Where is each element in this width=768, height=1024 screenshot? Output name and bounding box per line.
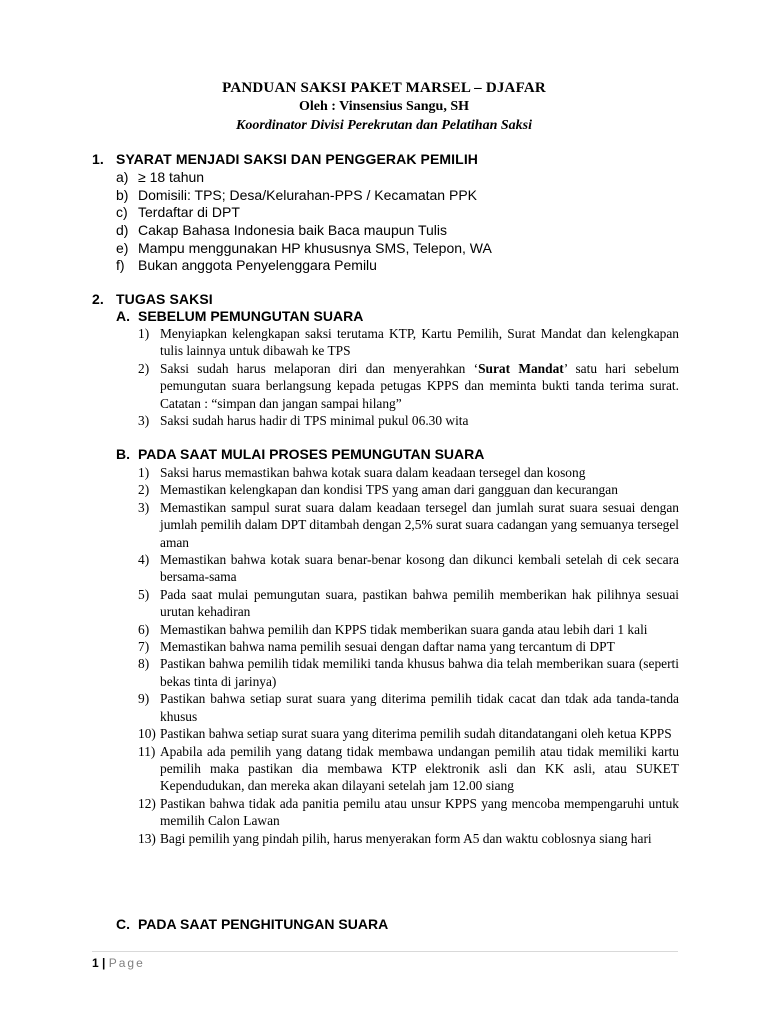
subsection-b-list — [138, 464, 679, 847]
list-item: 10) Pastikan bahwa setiap surat suara yang diterima pemilih sudah ditandatangani oleh ketua KPPS — [138, 726, 672, 742]
list-item: 5) Pada saat mulai pemungutan suara, pastikan bahwa pemilih memberikan hak pilihnya sesuai urutan kehadiran — [138, 586, 679, 620]
list-item: c) Terdaftar di DPT — [116, 204, 240, 221]
list-item: 6) Memastikan bahwa pemilih dan KPPS tidak memberikan suara ganda atau lebih dari 1 kali — [138, 621, 648, 637]
document-subtitle: Koordinator Divisi Perekrutan dan Pelatihan Saksi — [236, 118, 532, 133]
list-item: d) Cakap Bahasa Indonesia baik Baca maupun Tulis — [116, 222, 447, 239]
footer-divider — [92, 951, 678, 952]
section-2-heading — [92, 291, 213, 307]
section-1-heading — [92, 151, 478, 167]
list-item: 13) Bagi pemilih yang pindah pilih, harus menyerakan form A5 dan waktu coblosnya siang hari — [138, 830, 652, 846]
document-title: PANDUAN SAKSI PAKET MARSEL – DJAFAR — [222, 80, 546, 96]
list-item: 2) Saksi sudah harus melaporan diri dan menyerahkan ‘Surat Mandat’ satu hari sebelum pemungutan suara berlangsung kepada petugas KPPS dan meminta bukti tanda terima surat. Catatan : “simpan dan jangan sampai hilang” — [138, 360, 679, 411]
subsection-b-heading: B. PADA SAAT MULAI PROSES PEMUNGUTAN SUARA — [116, 446, 485, 462]
section-2-title: TUGAS SAKSI — [116, 291, 213, 307]
list-item: 4) Memastikan bahwa kotak suara benar-benar kosong dan dikunci kembali setelah di cek secara bersama-sama — [138, 552, 679, 585]
subsection-c-heading: C. PADA SAAT PENGHITUNGAN SUARA — [116, 916, 389, 932]
page-footer — [92, 956, 145, 970]
surat-mandat-emphasis: Surat Mandat — [478, 360, 564, 376]
subsection-a-list — [138, 325, 679, 429]
section-1-title: SYARAT MENJADI SAKSI DAN PENGGERAK PEMILIH — [116, 151, 479, 167]
list-item: 11) Apabila ada pemilih yang datang tidak membawa undangan pemilih atau tidak memiliki kartu pemilih maka pastikan dia membawa KTP elektronik asli dan KK asli, atau SUKET Kependudukan, dan mereka akan dilayani setelah jam 12.00 siang — [138, 743, 679, 794]
list-item: b) Domisili: TPS; Desa/Kelurahan-PPS / Kecamatan PPK — [116, 186, 478, 203]
list-item: a) ≥ 18 tahun — [116, 169, 205, 185]
section-2-number: 2. — [92, 291, 104, 307]
list-item: 3) Saksi sudah harus hadir di TPS minimal pukul 06.30 wita — [138, 413, 469, 429]
footer-separator: | — [102, 956, 106, 970]
section-1-number: 1. — [92, 151, 104, 167]
requirements-list — [116, 169, 492, 275]
list-item: 7) Memastikan bahwa nama pemilih sesuai dengan daftar nama yang tercantum di DPT — [138, 639, 615, 655]
subsection-a-heading: A. SEBELUM PEMUNGUTAN SUARA — [116, 308, 364, 324]
page-number: 1 — [92, 956, 99, 970]
page-label: Page — [108, 956, 145, 970]
list-item: 1) Menyiapkan kelengkapan saksi terutama KTP, Kartu Pemilih, Surat Mandat dan kelengkapan tulis lainnya untuk dibawah ke TPS — [138, 326, 679, 359]
list-item: 3) Memastikan sampul surat suara dalam keadaan tersegel dan jumlah surat suara sesuai dengan jumlah pemilih dalam DPT ditambah dengan 2,5% surat suara cadangan yang semuanya tersegel aman — [138, 499, 679, 550]
list-item: 1) Saksi harus memastikan bahwa kotak suara dalam keadaan tersegel dan kosong — [138, 465, 586, 480]
document-author: Oleh : Vinsensius Sangu, SH — [298, 99, 469, 114]
list-item: 2) Memastikan kelengkapan dan kondisi TPS yang aman dari gangguan dan kecurangan — [138, 482, 618, 498]
list-item: 9) Pastikan bahwa setiap surat suara yang diterima pemilih tidak cacat dan tdak ada tanda-tanda khusus — [138, 691, 679, 724]
list-item: e) Mampu menggunakan HP khususnya SMS, Telepon, WA — [116, 239, 492, 256]
list-item: 8) Pastikan bahwa pemilih tidak memiliki tanda khusus bahwa dia telah memberikan suara (seperti bekas tinta di jarinya) — [138, 656, 679, 689]
list-item: f) Bukan anggota Penyelenggara Pemilu — [116, 257, 377, 274]
list-item: 12) Pastikan bahwa tidak ada panitia pemilu atau unsur KPPS yang mencoba mempengaruhi untuk memilih Calon Lawan — [138, 795, 679, 829]
